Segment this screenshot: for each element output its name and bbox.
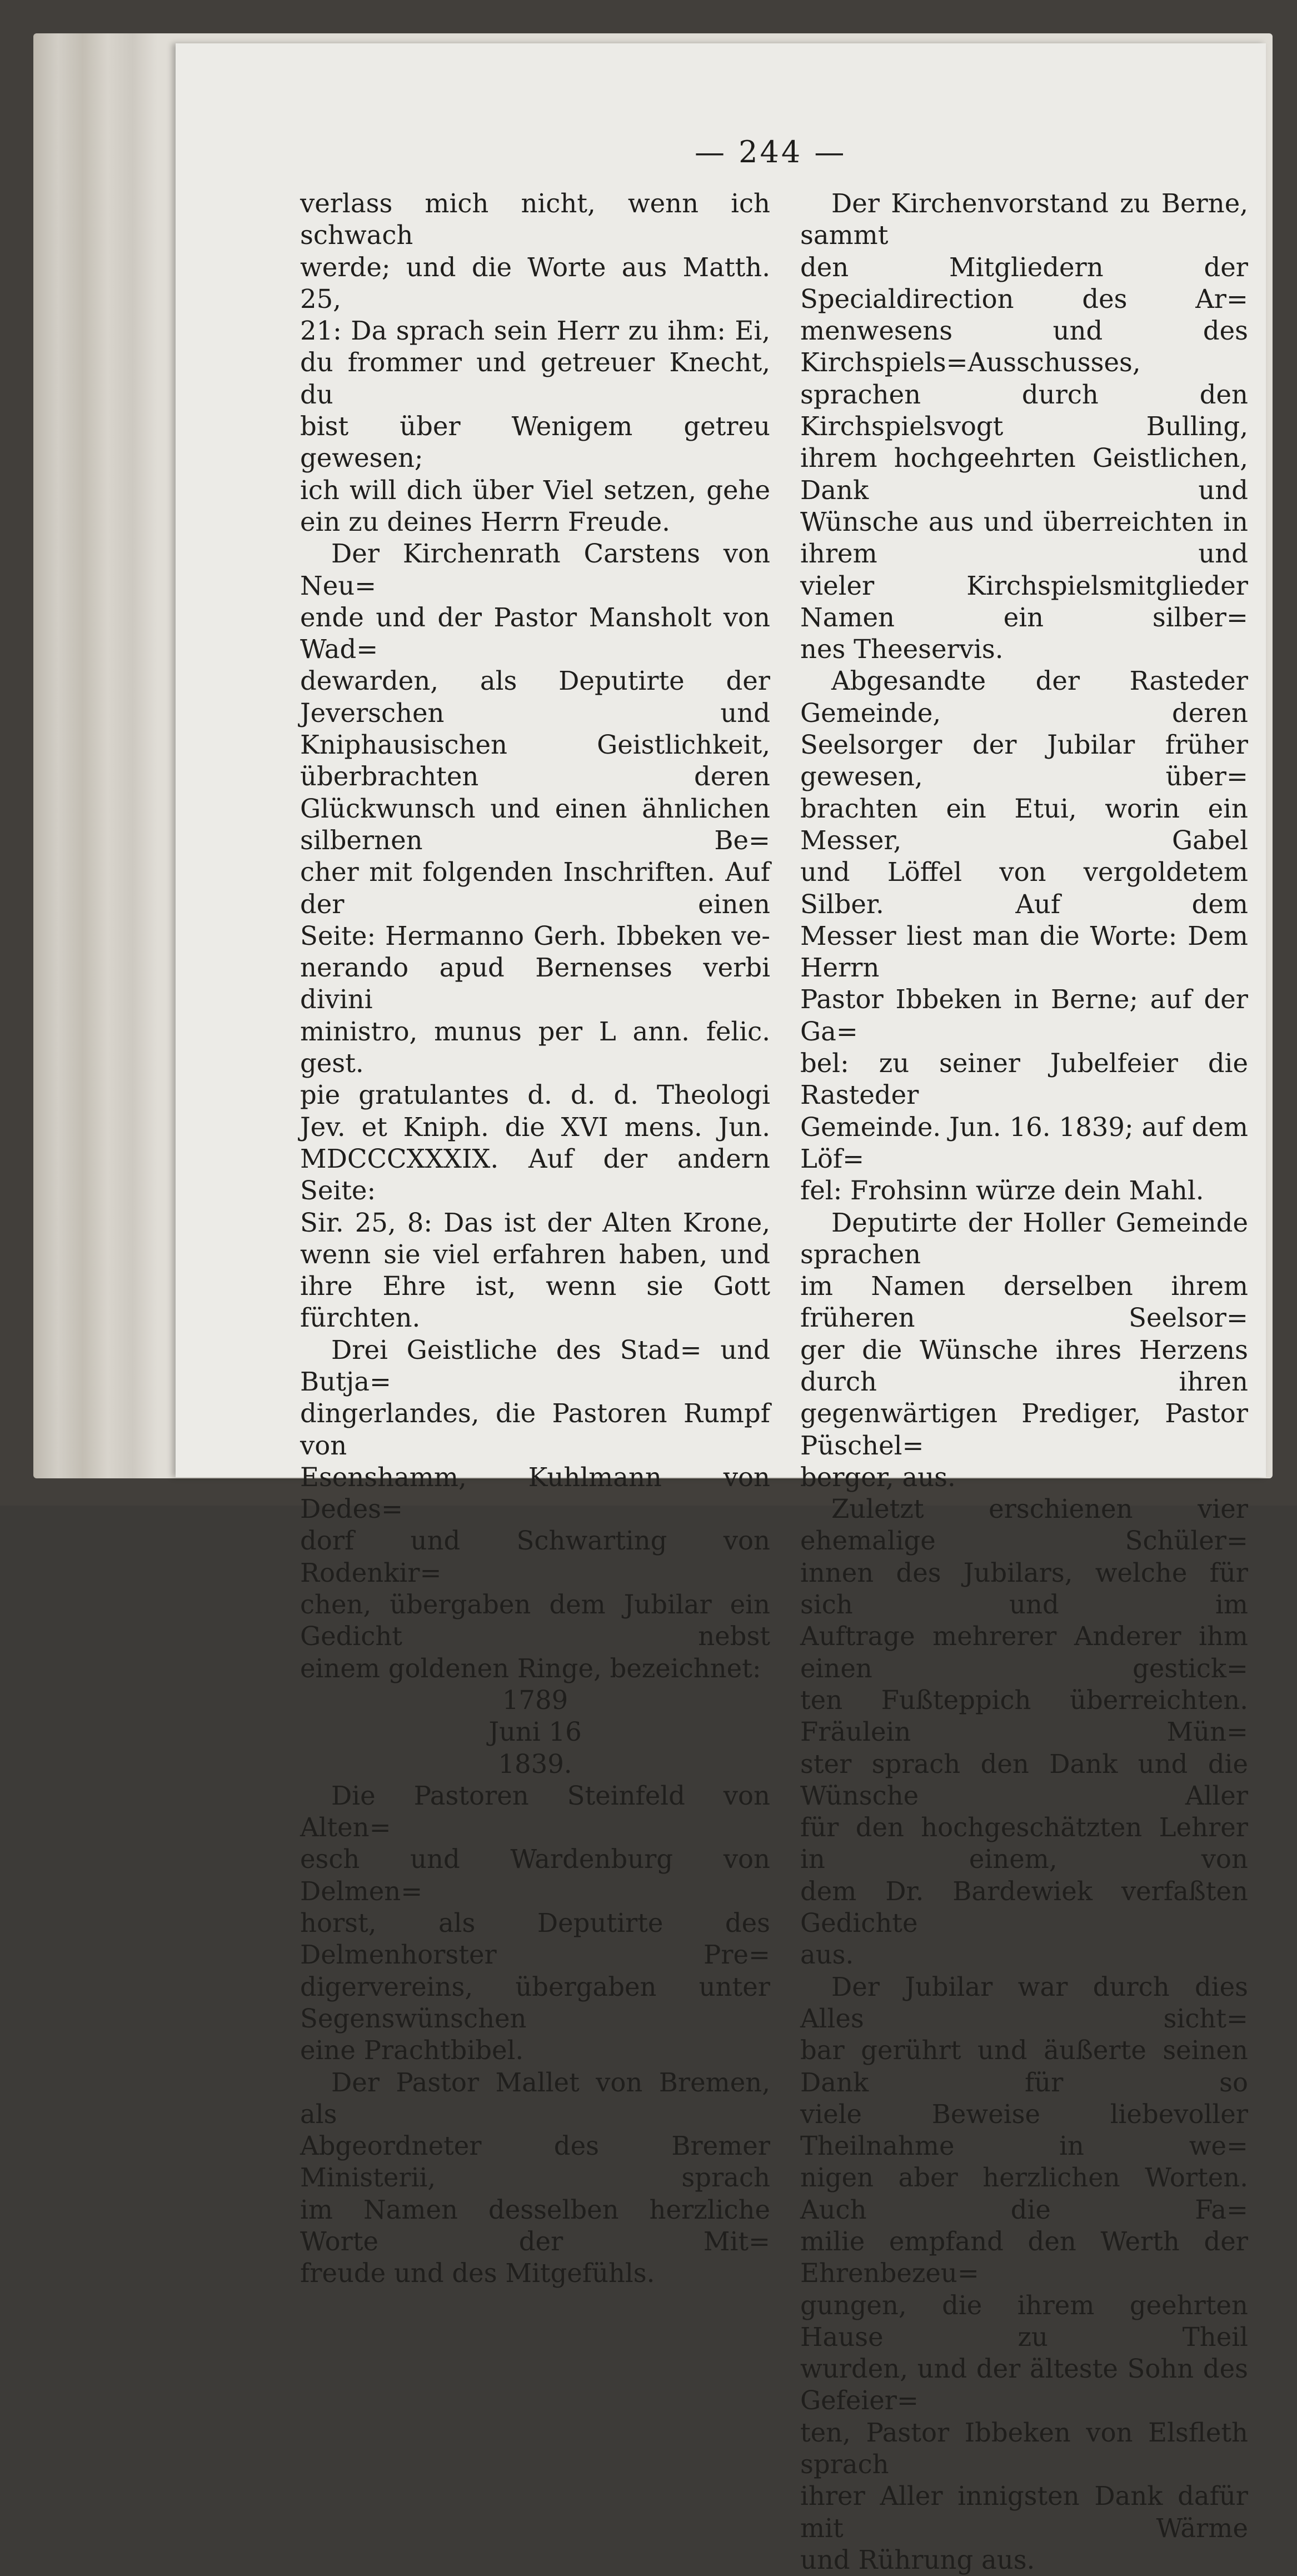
right-column xyxy=(800,188,1248,2576)
text-line: gegenwärtigen Prediger, Pastor Püschel= xyxy=(800,1398,1248,1461)
text-line: wenn sie viel erfahren haben, und xyxy=(300,1239,770,1269)
text-line: Der Kirchenrath Carstens von Neu= xyxy=(300,539,770,601)
text-line: im Namen derselben ihrem früheren Seelsor= xyxy=(800,1271,1248,1333)
text-line: ministro, munus per L ann. felic. gest. xyxy=(300,1016,770,1079)
text-line: den Mitgliedern der Specialdirection des Ar= xyxy=(800,252,1248,314)
text-line: brachten ein Etui, worin ein Messer, Gabel xyxy=(800,793,1248,855)
text-line: chen, übergaben dem Jubilar ein Gedicht nebst xyxy=(300,1590,770,1652)
text-line: Abgeordneter des Bremer Ministerii, sprach xyxy=(300,2131,770,2193)
text-line: Der Kirchenvorstand zu Berne, sammt xyxy=(800,188,1248,251)
text-line: für den hochgeschätzten Lehrer in einem, von xyxy=(800,1812,1248,1875)
text-line: milie empfand den Werth der Ehrenbezeu= xyxy=(800,2226,1248,2289)
text-line: Der Jubilar war durch dies Alles sicht= xyxy=(800,1971,1248,2034)
text-line: viele Beweise liebevoller Theilnahme in we= xyxy=(800,2099,1248,2161)
text-line: Esenshamm, Kuhlmann von Dedes= xyxy=(300,1462,770,1524)
text-line: ich will dich über Viel setzen, gehe xyxy=(300,475,770,505)
text-line: Glückwunsch und einen ähnlichen silbernen Be= xyxy=(300,793,770,855)
text-line: ten, Pastor Ibbeken von Elsfleth sprach xyxy=(800,2417,1248,2480)
text-line: im Namen desselben herzliche Worte der Mit= xyxy=(300,2194,770,2256)
text-line: bel: zu seiner Jubelfeier die Rasteder xyxy=(800,1048,1248,1110)
text-line: und Löffel von vergoldetem Silber. Auf dem xyxy=(800,857,1248,919)
text-line: ihre Ehre ist, wenn sie Gott fürchten. xyxy=(300,1271,770,1333)
text-line: verlass mich nicht, wenn ich schwach xyxy=(300,188,770,251)
text-line: Zuletzt erschienen vier ehemalige Schüler= xyxy=(800,1494,1248,1556)
text-line: ihrem hochgeehrten Geistlichen, Dank und xyxy=(800,443,1248,505)
text-line: werde; und die Worte aus Matth. 25, xyxy=(300,252,770,314)
text-line: Juni 16 xyxy=(488,1717,582,1747)
text-line: menwesens und des Kirchspiels=Ausschusses, xyxy=(800,316,1248,378)
text-line: Sir. 25, 8: Das ist der Alten Krone, xyxy=(300,1207,770,1238)
text-line: ten Fußteppich überreichten. Fräulein Mün= xyxy=(800,1685,1248,1747)
text-line: horst, als Deputirte des Delmenhorster Pre= xyxy=(300,1908,770,1970)
text-line: MDCCCXXXIX. Auf der andern Seite: xyxy=(300,1143,770,1206)
text-line: Der Pastor Mallet von Bremen, als xyxy=(300,2067,770,2129)
text-line: digervereins, übergaben unter Segenswünschen xyxy=(300,1971,770,2034)
text-line: esch und Wardenburg von Delmen= xyxy=(300,1844,770,1906)
text-line: fel: Frohsinn würze dein Mahl. xyxy=(800,1175,1204,1206)
text-line: nes Theeservis. xyxy=(800,634,1004,665)
text-line: ende und der Pastor Mansholt von Wad= xyxy=(300,602,770,665)
text-line: wurden, und der älteste Sohn des Gefeier= xyxy=(800,2354,1248,2416)
text-line: nerando apud Bernenses verbi divini xyxy=(300,953,770,1015)
text-line: einem goldenen Ringe, bezeichnet: xyxy=(300,1653,761,1683)
text-line: 1789 xyxy=(502,1685,568,1715)
text-line: dingerlandes, die Pastoren Rumpf von xyxy=(300,1398,770,1461)
text-line: freude und des Mitgefühls. xyxy=(300,2258,655,2289)
text-line: bist über Wenigem getreu gewesen; xyxy=(300,411,770,474)
text-line: Messer liest man die Worte: Dem Herrn xyxy=(800,920,1248,983)
text-line: Pastor Ibbeken in Berne; auf der Ga= xyxy=(800,984,1248,1047)
text-line: bar gerührt und äußerte seinen Dank für so xyxy=(800,2035,1248,2097)
text-line: Die Pastoren Steinfeld von Alten= xyxy=(300,1780,770,1843)
text-line: cher mit folgenden Inschriften. Auf der einen xyxy=(300,857,770,919)
text-line: Abgesandte der Rasteder Gemeinde, deren xyxy=(800,666,1248,728)
text-line: ster sprach den Dank und die Wünsche Aller xyxy=(800,1748,1248,1811)
text-line: Deputirte der Holler Gemeinde sprachen xyxy=(800,1207,1248,1269)
left-column xyxy=(300,188,770,2290)
text-line: 1839. xyxy=(498,1748,572,1779)
text-line: und Rührung aus. xyxy=(800,2544,1035,2575)
text-line: nigen aber herzlichen Worten. Auch die Fa= xyxy=(800,2163,1248,2225)
text-line: Auftrage mehrerer Anderer ihm einen gestick= xyxy=(800,1621,1248,1683)
text-line: Gemeinde. Jun. 16. 1839; auf dem Löf= xyxy=(800,1112,1248,1174)
text-line: berger, aus. xyxy=(800,1462,956,1492)
text-line: Wünsche aus und überreichten in ihrem und xyxy=(800,506,1248,569)
text-line: dem Dr. Bardewiek verfaßten Gedichte xyxy=(800,1876,1248,1939)
text-line: Seite: Hermanno Gerh. Ibbeken ve- xyxy=(300,920,770,951)
text-line: pie gratulantes d. d. d. Theologi xyxy=(300,1080,770,1110)
text-line: eine Prachtbibel. xyxy=(300,2035,524,2066)
text-line: sprachen durch den Kirchspielsvogt Bulling, xyxy=(800,379,1248,442)
text-line: dewarden, als Deputirte der Jeverschen und xyxy=(300,666,770,728)
text-line: innen des Jubilars, welche für sich und im xyxy=(800,1557,1248,1620)
text-line: Jev. et Kniph. die XVI mens. Jun. xyxy=(300,1112,770,1142)
text-line: ger die Wünsche ihres Herzens durch ihren xyxy=(800,1334,1248,1397)
text-line: Drei Geistliche des Stad= und Butja= xyxy=(300,1334,770,1397)
text-line: du frommer und getreuer Knecht, du xyxy=(300,347,770,410)
text-line: gungen, die ihrem geehrten Hause zu Theil xyxy=(800,2290,1248,2352)
page-number: — 244 — xyxy=(695,134,847,170)
text-line: ihrer Aller innigsten Dank dafür mit Wärme xyxy=(800,2481,1248,2543)
text-line: Kniphausischen Geistlichkeit, überbrachten deren xyxy=(300,730,770,792)
text-line: vieler Kirchspielsmitglieder Namen ein silber= xyxy=(800,570,1248,632)
text-line: dorf und Schwarting von Rodenkir= xyxy=(300,1526,770,1588)
text-line: aus. xyxy=(800,1940,854,1970)
text-line: Seelsorger der Jubilar früher gewesen, über= xyxy=(800,730,1248,792)
text-line: ein zu deines Herrn Freude. xyxy=(300,506,670,537)
text-line: 21: Da sprach sein Herr zu ihm: Ei, xyxy=(300,316,770,346)
